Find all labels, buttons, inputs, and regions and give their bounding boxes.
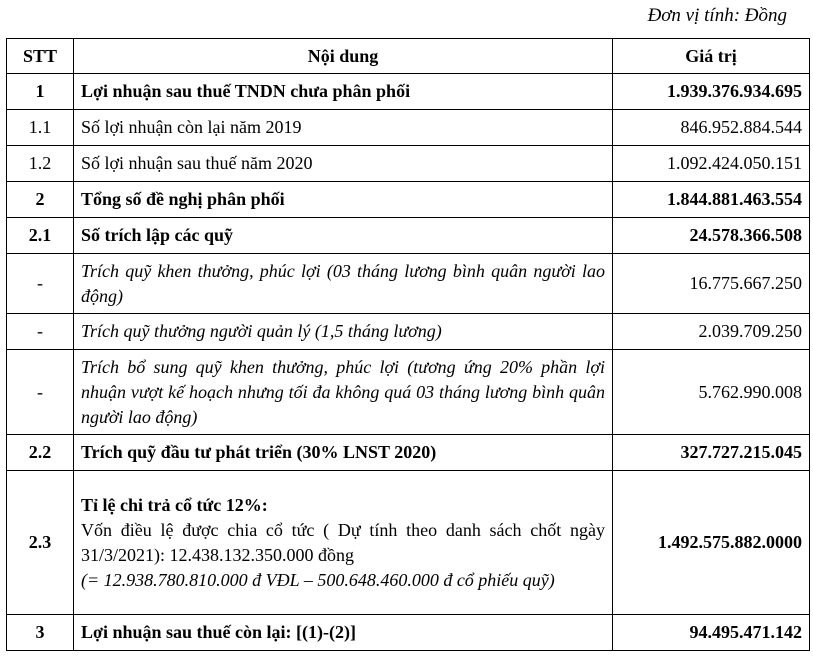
unit-label: Đơn vị tính: Đồng xyxy=(647,5,787,26)
row-stt: 1 xyxy=(7,74,74,110)
row-stt: 2.3 xyxy=(7,471,74,615)
row-content: Số lợi nhuận còn lại năm 2019 xyxy=(74,110,613,146)
row-value: 1.844.881.463.554 xyxy=(613,182,810,218)
row-stt: 2.2 xyxy=(7,435,74,471)
profit-distribution-table xyxy=(6,38,810,651)
row-stt: - xyxy=(7,314,74,350)
table-row xyxy=(7,435,810,471)
dividend-capital-line: Vốn điều lệ được chia cổ tức ( Dự tính theo danh sách chốt ngày 31/3/2021): 12.438.132.350.000 đồng xyxy=(81,519,605,565)
row-content: Tổng số đề nghị phân phối xyxy=(74,182,613,218)
row-stt: 1.2 xyxy=(7,146,74,182)
row-content: Trích quỹ đầu tư phát triển (30% LNST 2020) xyxy=(74,435,613,471)
row-content xyxy=(74,471,613,615)
row-value: 24.578.366.508 xyxy=(613,218,810,254)
table-row xyxy=(7,146,810,182)
header-content: Nội dung xyxy=(74,39,613,74)
row-value: 5.762.990.008 xyxy=(613,350,810,435)
dividend-note: (= 12.938.780.810.000 đ VĐL – 500.648.460.000 đ cổ phiếu quỹ) xyxy=(81,569,555,590)
row-stt: 2.1 xyxy=(7,218,74,254)
header-stt: STT xyxy=(7,39,74,74)
dividend-title: Tỉ lệ chi trả cổ tức 12%: xyxy=(81,494,268,515)
header-value: Giá trị xyxy=(613,39,810,74)
table-row xyxy=(7,350,810,435)
table-row xyxy=(7,314,810,350)
table-header-row xyxy=(7,39,810,74)
row-value: 1.492.575.882.0000 xyxy=(613,471,810,615)
row-stt: 1.1 xyxy=(7,110,74,146)
table-row xyxy=(7,218,810,254)
row-content: Trích bổ sung quỹ khen thưởng, phúc lợi (tương ứng 20% phần lợi nhuận vượt kế hoạch nhưng tối đa không quá 03 tháng lương bình quân người lao động) xyxy=(74,350,613,435)
table-row xyxy=(7,110,810,146)
row-value: 1.939.376.934.695 xyxy=(613,74,810,110)
unit-header xyxy=(0,0,813,34)
row-content: Trích quỹ khen thưởng, phúc lợi (03 tháng lương bình quân người lao động) xyxy=(74,254,613,314)
table-row xyxy=(7,254,810,314)
row-stt: 2 xyxy=(7,182,74,218)
table-row xyxy=(7,615,810,651)
row-content: Trích quỹ thưởng người quản lý (1,5 tháng lương) xyxy=(74,314,613,350)
row-value: 1.092.424.050.151 xyxy=(613,146,810,182)
row-stt: - xyxy=(7,254,74,314)
row-content: Số lợi nhuận sau thuế năm 2020 xyxy=(74,146,613,182)
row-value: 94.495.471.142 xyxy=(613,615,810,651)
table-row xyxy=(7,182,810,218)
table-row xyxy=(7,74,810,110)
row-value: 16.775.667.250 xyxy=(613,254,810,314)
row-stt: 3 xyxy=(7,615,74,651)
row-value: 846.952.884.544 xyxy=(613,110,810,146)
row-content: Lợi nhuận sau thuế còn lại: [(1)-(2)] xyxy=(74,615,613,651)
row-value: 2.039.709.250 xyxy=(613,314,810,350)
row-value: 327.727.215.045 xyxy=(613,435,810,471)
table-row xyxy=(7,471,810,615)
row-content: Lợi nhuận sau thuế TNDN chưa phân phối xyxy=(74,74,613,110)
row-stt: - xyxy=(7,350,74,435)
row-content: Số trích lập các quỹ xyxy=(74,218,613,254)
